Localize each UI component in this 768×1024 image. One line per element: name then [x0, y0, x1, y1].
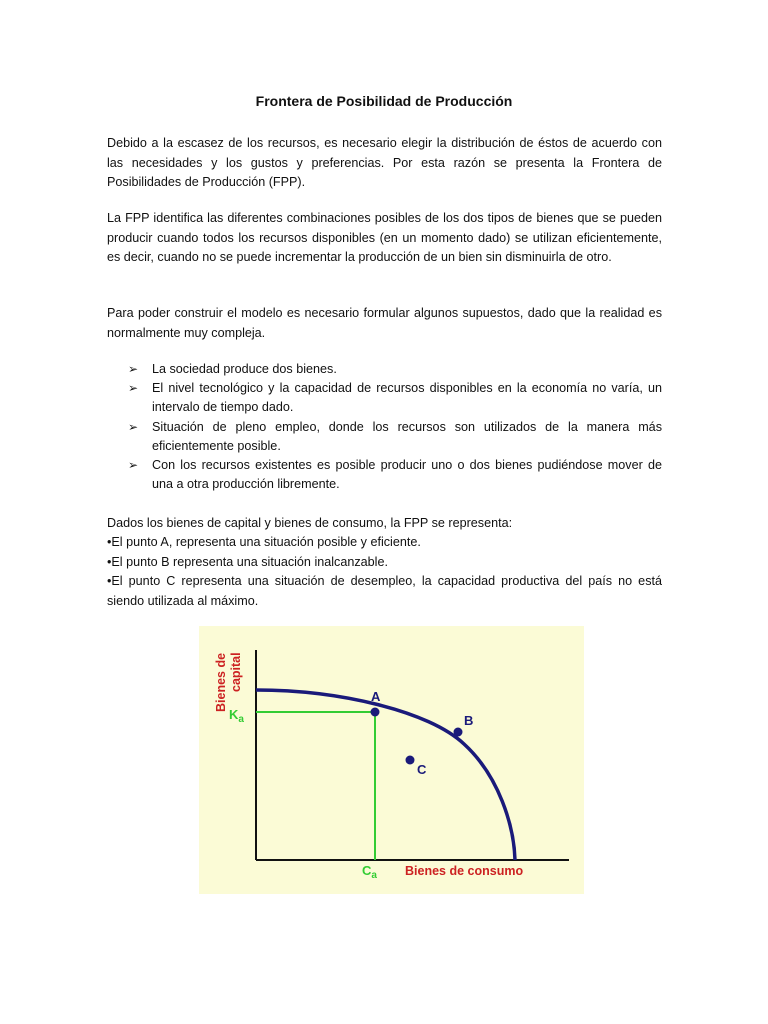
point-a-label: A	[371, 689, 381, 704]
production-frontier-curve	[256, 690, 515, 860]
point-b-label: B	[464, 713, 474, 728]
list-item-text: El nivel tecnológico y la capacidad de recursos disponibles en la economía no varía, un intervalo de tiempo dado.	[152, 381, 662, 415]
points-intro: Dados los bienes de capital y bienes de consumo, la FPP se representa:	[107, 516, 513, 530]
list-item	[128, 418, 662, 456]
point-b-description: •El punto B representa una situación inalcanzable.	[107, 554, 388, 569]
list-item	[128, 360, 662, 379]
point-a-description: •El punto A, representa una situación posible y eficiente.	[107, 535, 421, 550]
list-item	[128, 379, 662, 417]
ca-label-main: C	[362, 863, 372, 878]
ka-label	[229, 707, 244, 725]
list-item-text: Con los recursos existentes es posible producir uno o dos bienes pudiéndose mover de una a otra producción libremente.	[152, 458, 662, 492]
point-a-marker	[371, 708, 380, 717]
arrowhead-bullet-icon: ➢	[128, 419, 139, 434]
x-axis-label: Bienes de consumo	[405, 864, 524, 878]
point-c-label: C	[417, 762, 427, 777]
assumptions-list	[128, 360, 662, 494]
ka-label-sub: a	[238, 714, 244, 725]
paragraph-scarcity: Debido a la escasez de los recursos, es necesario elegir la distribución de éstos de acuerdo con las necesidades y los gustos y preferencias. Por esta razón se presenta la Frontera de Posibilidades de Producción (FPP).	[107, 136, 662, 189]
fpp-diagram-svg	[199, 626, 584, 894]
ka-label-main: K	[229, 707, 239, 722]
arrowhead-bullet-icon: ➢	[128, 381, 139, 396]
point-b-marker	[454, 728, 463, 737]
fpp-points-section	[107, 514, 662, 611]
y-axis-label-line2: capital	[229, 652, 243, 692]
arrowhead-bullet-icon: ➢	[128, 362, 139, 376]
paragraph-assumptions: Para poder construir el modelo es necesario formular algunos supuestos, dado que la realidad es normalmente muy compleja.	[107, 306, 662, 340]
list-item-text: La sociedad produce dos bienes.	[152, 362, 337, 376]
page-title: Frontera de Posibilidad de Producción	[255, 93, 513, 109]
point-c-marker	[406, 756, 415, 765]
list-item-text: Situación de pleno empleo, donde los recursos son utilizados de la manera más eficientemente posible.	[152, 419, 662, 453]
list-item	[128, 456, 662, 494]
point-c-description: •El punto C representa una situación de desempleo, la capacidad productiva del país no está siendo utilizada al máximo.	[107, 574, 662, 608]
arrowhead-bullet-icon: ➢	[128, 458, 139, 473]
ca-label	[362, 863, 377, 881]
y-axis-label-line1: Bienes de	[214, 652, 228, 712]
fpp-diagram	[199, 626, 584, 894]
ca-label-sub: a	[371, 870, 377, 881]
paragraph-fpp-definition: La FPP identifica las diferentes combinaciones posibles de los dos tipos de bienes que se pueden producir cuando todos los recursos disponibles (en un momento dado) se utilizan eficientemente, es decir, cuando no se puede incrementar la producción de un bien sin disminuirla de otro.	[107, 211, 662, 264]
